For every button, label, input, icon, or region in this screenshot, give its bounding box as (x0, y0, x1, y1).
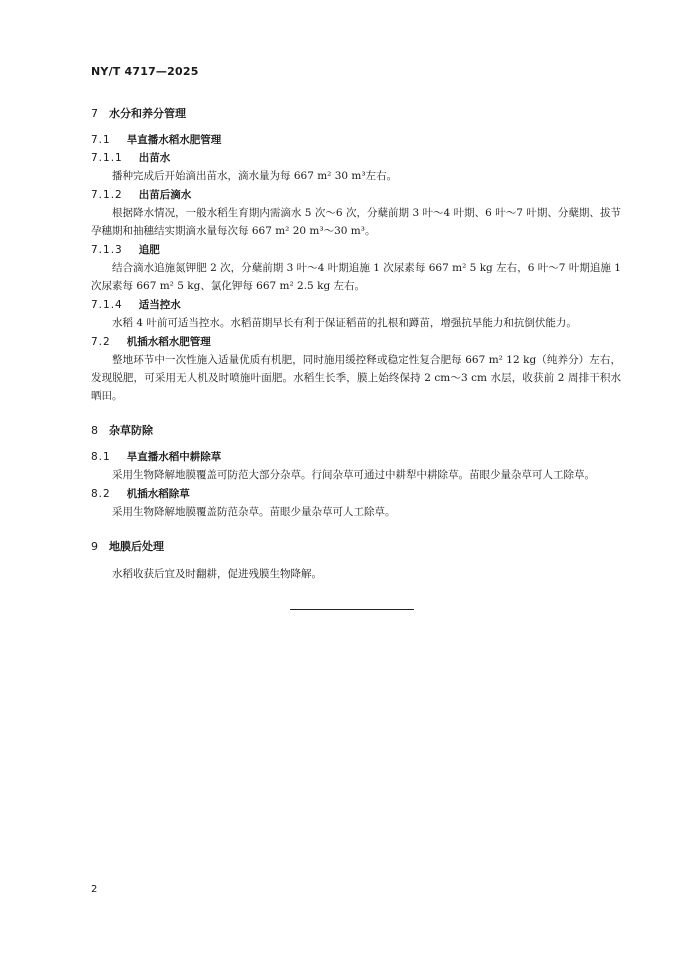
clause-heading (91, 187, 621, 203)
section-number: 8 (91, 424, 99, 437)
clause-number: 7.1.3 (91, 244, 123, 256)
section-title: 杂草防除 (109, 424, 153, 437)
subsection-heading (91, 334, 621, 350)
subsection-number: 8.1 (91, 451, 111, 463)
subsection-text: 采用生物降解地膜覆盖防范杂草。苗眼少量杂草可人工除草。 (112, 506, 396, 518)
clause-number: 7.1.2 (91, 189, 123, 201)
document-body (91, 106, 621, 585)
subsection-text: 整地环节中一次性施入适量优质有机肥，同时施用缓控释或稳定性复合肥每 667 m² 12 kg（纯养分）左右，发现脱肥，可采用无人机及时喷施叶面肥。水稻生长季，膜上始终保持 2 cm～3 cm 水层，收获前 2 周排干积水晒田。 (91, 354, 621, 402)
subsection-number: 8.2 (91, 488, 111, 500)
clause-heading (91, 242, 621, 258)
subsection-heading (91, 449, 621, 465)
clause-text: 播种完成后开始滴出苗水，滴水量为每 667 m² 30 m³左右。 (112, 170, 398, 182)
subsection-title: 机插水稻除草 (126, 488, 190, 500)
standard-number: NY/T 4717—2025 (91, 65, 199, 78)
subsection-heading (91, 486, 621, 502)
page-number: 2 (91, 884, 98, 895)
clause-title: 出苗后滴水 (138, 189, 192, 201)
section-heading (91, 423, 621, 439)
subsection-title: 机插水稻水肥管理 (126, 336, 211, 348)
subsection-title: 旱直播水稻中耕除草 (126, 451, 222, 463)
clause-text: 结合滴水追施氮钾肥 2 次，分蘖前期 3 叶～4 叶期追施 1 次尿素每 667 m² 5 kg 左右，6 叶～7 叶期追施 1 次尿素每 667 m² 5 kg、氯化钾每 667 m² 2.5 kg 左右。 (91, 262, 621, 292)
section-number: 7 (91, 107, 99, 120)
clause-number: 7.1.1 (91, 152, 123, 164)
section-title: 水分和养分管理 (109, 107, 186, 120)
end-of-document-rule (290, 609, 414, 610)
clause-title: 追肥 (138, 244, 160, 256)
section-title: 地膜后处理 (109, 540, 164, 553)
clause-heading (91, 150, 621, 166)
clause-text: 根据降水情况，一般水稻生育期内需滴水 5 次～6 次，分蘖前期 3 叶～4 叶期、6 叶～7 叶期、分蘖期、拔节孕穗期和抽穗结实期滴水量每次每 667 m² 20 m³～30 m³。 (91, 207, 621, 237)
section-text: 水稻收获后宜及时翻耕，促进残膜生物降解。 (112, 568, 322, 580)
subsection-number: 7.2 (91, 336, 111, 348)
subsection-heading (91, 132, 621, 148)
subsection-text: 采用生物降解地膜覆盖可防范大部分杂草。行间杂草可通过中耕犁中耕除草。苗眼少量杂草可人工除草。 (112, 469, 595, 481)
clause-title: 适当控水 (138, 299, 181, 311)
section-number: 9 (91, 540, 99, 553)
subsection-title: 旱直播水稻水肥管理 (126, 134, 222, 146)
clause-number: 7.1.4 (91, 299, 123, 311)
clause-title: 出苗水 (138, 152, 171, 164)
subsection-number: 7.1 (91, 134, 111, 146)
section-heading (91, 539, 621, 555)
section-heading (91, 106, 621, 122)
clause-heading (91, 297, 621, 313)
clause-text: 水稻 4 叶前可适当控水。水稻苗期早长有利于保证稻苗的扎根和蹲苗，增强抗旱能力和抗倒伏能力。 (112, 317, 577, 329)
